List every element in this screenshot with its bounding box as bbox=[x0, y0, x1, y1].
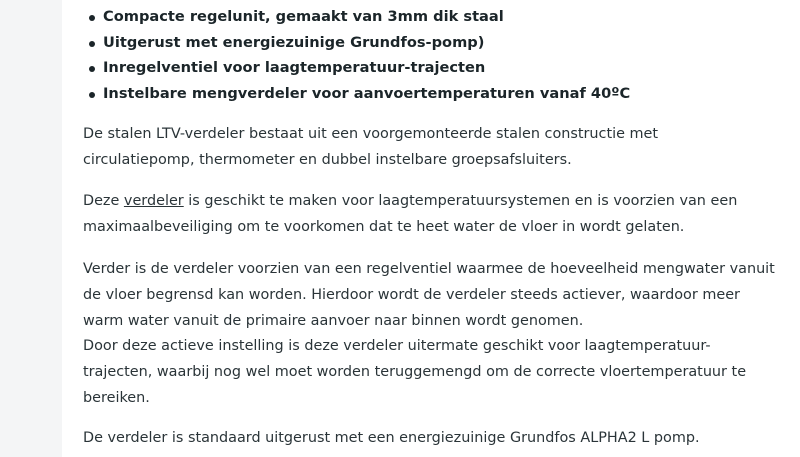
feature-item bbox=[83, 55, 783, 81]
product-description bbox=[83, 0, 783, 446]
bullet-icon bbox=[89, 66, 95, 72]
paragraph-low-temperature bbox=[83, 189, 783, 241]
text-line: warm water vanuit de primaire aanvoer naar binnen wordt genomen. bbox=[83, 312, 584, 329]
text-fragment: is geschikt te maken voor laagtemperatuursystemen en is voorzien van een bbox=[183, 193, 738, 209]
text-line: De stalen LTV-verdeler bestaat uit een voorgemonteerde stalen constructie met bbox=[83, 126, 659, 142]
feature-list bbox=[83, 4, 783, 106]
text-line: de vloer begrensd kan worden. Hierdoor wordt de verdeler steeds actiever, waardoor meer bbox=[83, 286, 740, 303]
feature-text: Compacte regelunit, gemaakt van 3mm dik staal bbox=[103, 8, 504, 25]
text-line: maximaalbeveiliging om te voorkomen dat te heet water de vloer in wordt gelaten. bbox=[83, 218, 685, 235]
bullet-icon bbox=[89, 41, 95, 47]
feature-text: Instelbare mengverdeler voor aanvoertemperaturen vanaf 40ºC bbox=[103, 84, 631, 102]
paragraph-pump bbox=[83, 426, 783, 452]
feature-item bbox=[83, 4, 783, 30]
text-fragment: Deze bbox=[83, 193, 124, 209]
feature-text: Inregelventiel voor laagtemperatuur-trajecten bbox=[103, 59, 486, 76]
feature-item bbox=[83, 30, 783, 56]
feature-item bbox=[83, 81, 783, 107]
text-line: Door deze actieve instelling is deze verdeler uitermate geschikt voor laagtemperatuur- bbox=[83, 338, 711, 355]
paragraph-control-valve bbox=[83, 257, 783, 412]
bullet-icon bbox=[89, 92, 95, 98]
text-line: bereiken. bbox=[83, 389, 150, 406]
paragraph-construction bbox=[83, 122, 783, 174]
verdeler-link[interactable]: verdeler bbox=[123, 193, 184, 209]
text-line: De verdeler is standaard uitgerust met een energiezuinige Grundfos ALPHA2 L pomp. bbox=[83, 430, 700, 446]
text-line: Verder is de verdeler voorzien van een regelventiel waarmee de hoeveelheid mengwater vanuit bbox=[83, 261, 775, 277]
left-gutter bbox=[0, 0, 62, 457]
bullet-icon bbox=[89, 15, 95, 21]
feature-text: Uitgerust met energiezuinige Grundfos-pomp) bbox=[103, 33, 485, 51]
text-line: circulatiepomp, thermometer en dubbel instelbare groepsafsluiters. bbox=[83, 151, 572, 168]
text-line: trajecten, waarbij nog wel moet worden teruggemengd om de correcte vloertemperatuur te bbox=[83, 364, 747, 381]
